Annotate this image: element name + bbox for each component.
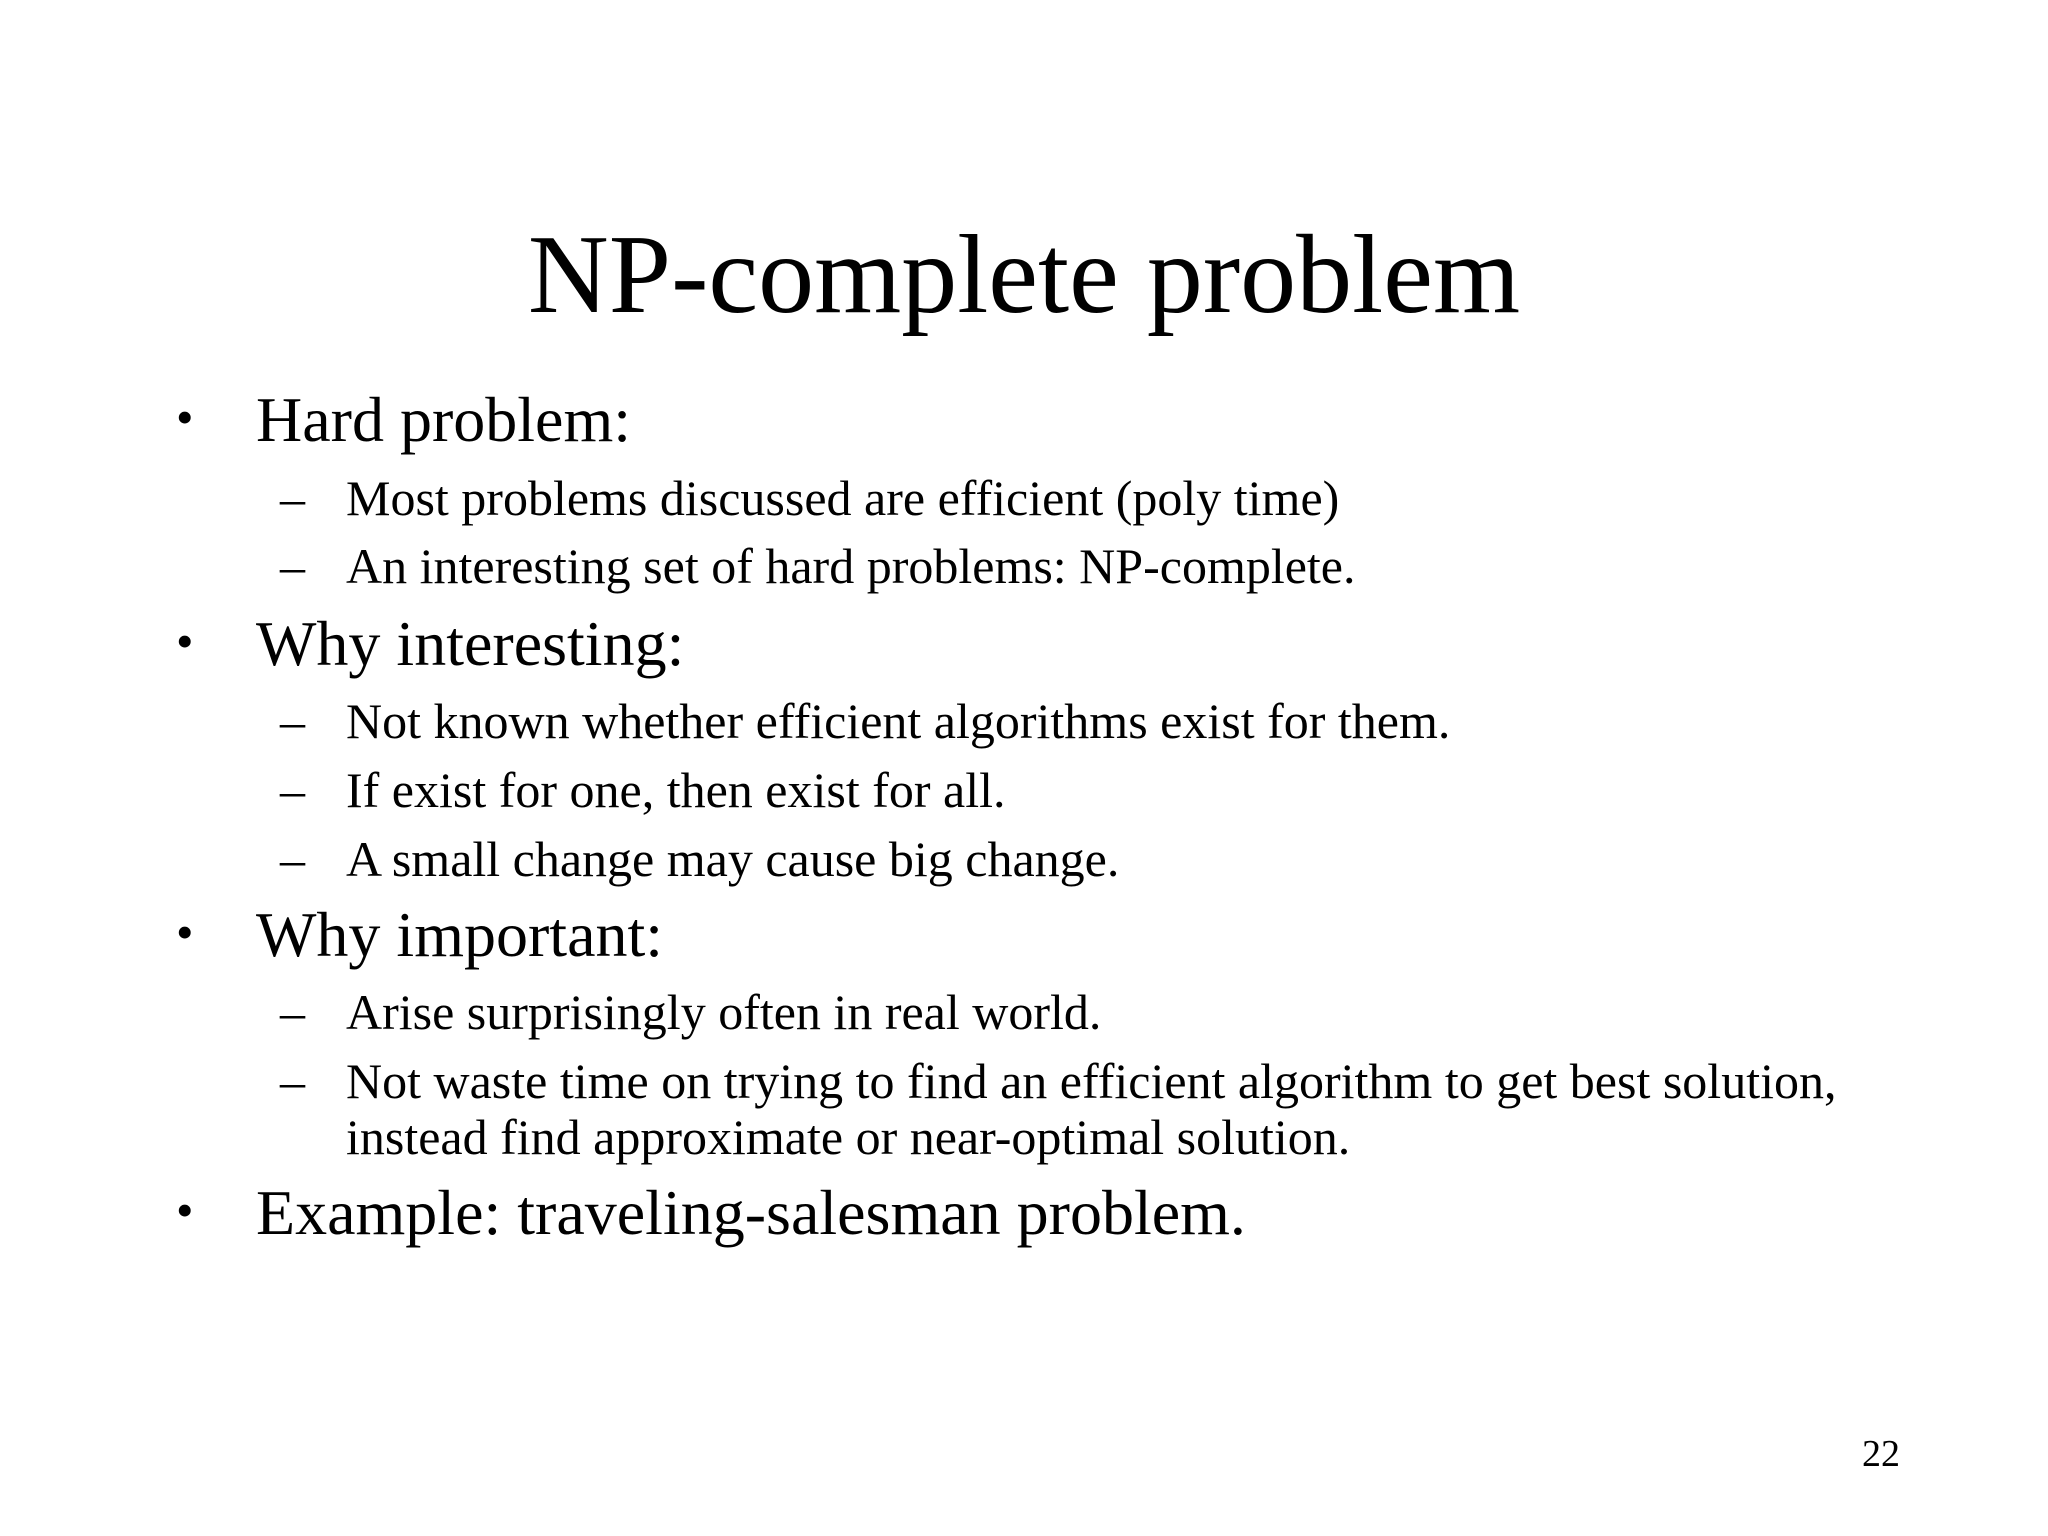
dash-marker: – <box>280 984 305 1040</box>
sub-bullet-text: An interesting set of hard problems: NP-complete. <box>346 538 1356 594</box>
sub-bullet-text: Most problems discussed are efficient (poly time) <box>346 470 1340 526</box>
bullet-marker: • <box>176 613 194 669</box>
page-number: 22 <box>1862 1433 1900 1475</box>
bullet-marker: • <box>176 904 194 960</box>
slide-title: NP-complete problem <box>527 213 1521 337</box>
bullet-marker: • <box>176 389 194 445</box>
dash-marker: – <box>280 1053 305 1109</box>
dash-marker: – <box>280 538 305 594</box>
sub-bullet-text: If exist for one, then exist for all. <box>346 762 1006 818</box>
bullet-text: Why important: <box>256 899 664 970</box>
dash-marker: – <box>280 470 305 526</box>
bullet-marker: • <box>176 1182 194 1238</box>
dash-marker: – <box>280 762 305 818</box>
sub-bullet-text: A small change may cause big change. <box>346 831 1120 887</box>
dash-marker: – <box>280 831 305 887</box>
dash-marker: – <box>280 693 305 749</box>
bullet-text: Example: traveling-salesman problem. <box>256 1177 1246 1248</box>
sub-bullet-text: Not known whether efficient algorithms exist for them. <box>346 693 1451 749</box>
bullet-text: Why interesting: <box>256 608 685 679</box>
sub-bullet-text: Not waste time on trying to find an efficient algorithm to get best solution, instead find approximate or near-optimal solution. <box>346 1053 1837 1165</box>
sub-bullet-text: Arise surprisingly often in real world. <box>346 984 1102 1040</box>
bullet-text: Hard problem: <box>256 384 631 455</box>
